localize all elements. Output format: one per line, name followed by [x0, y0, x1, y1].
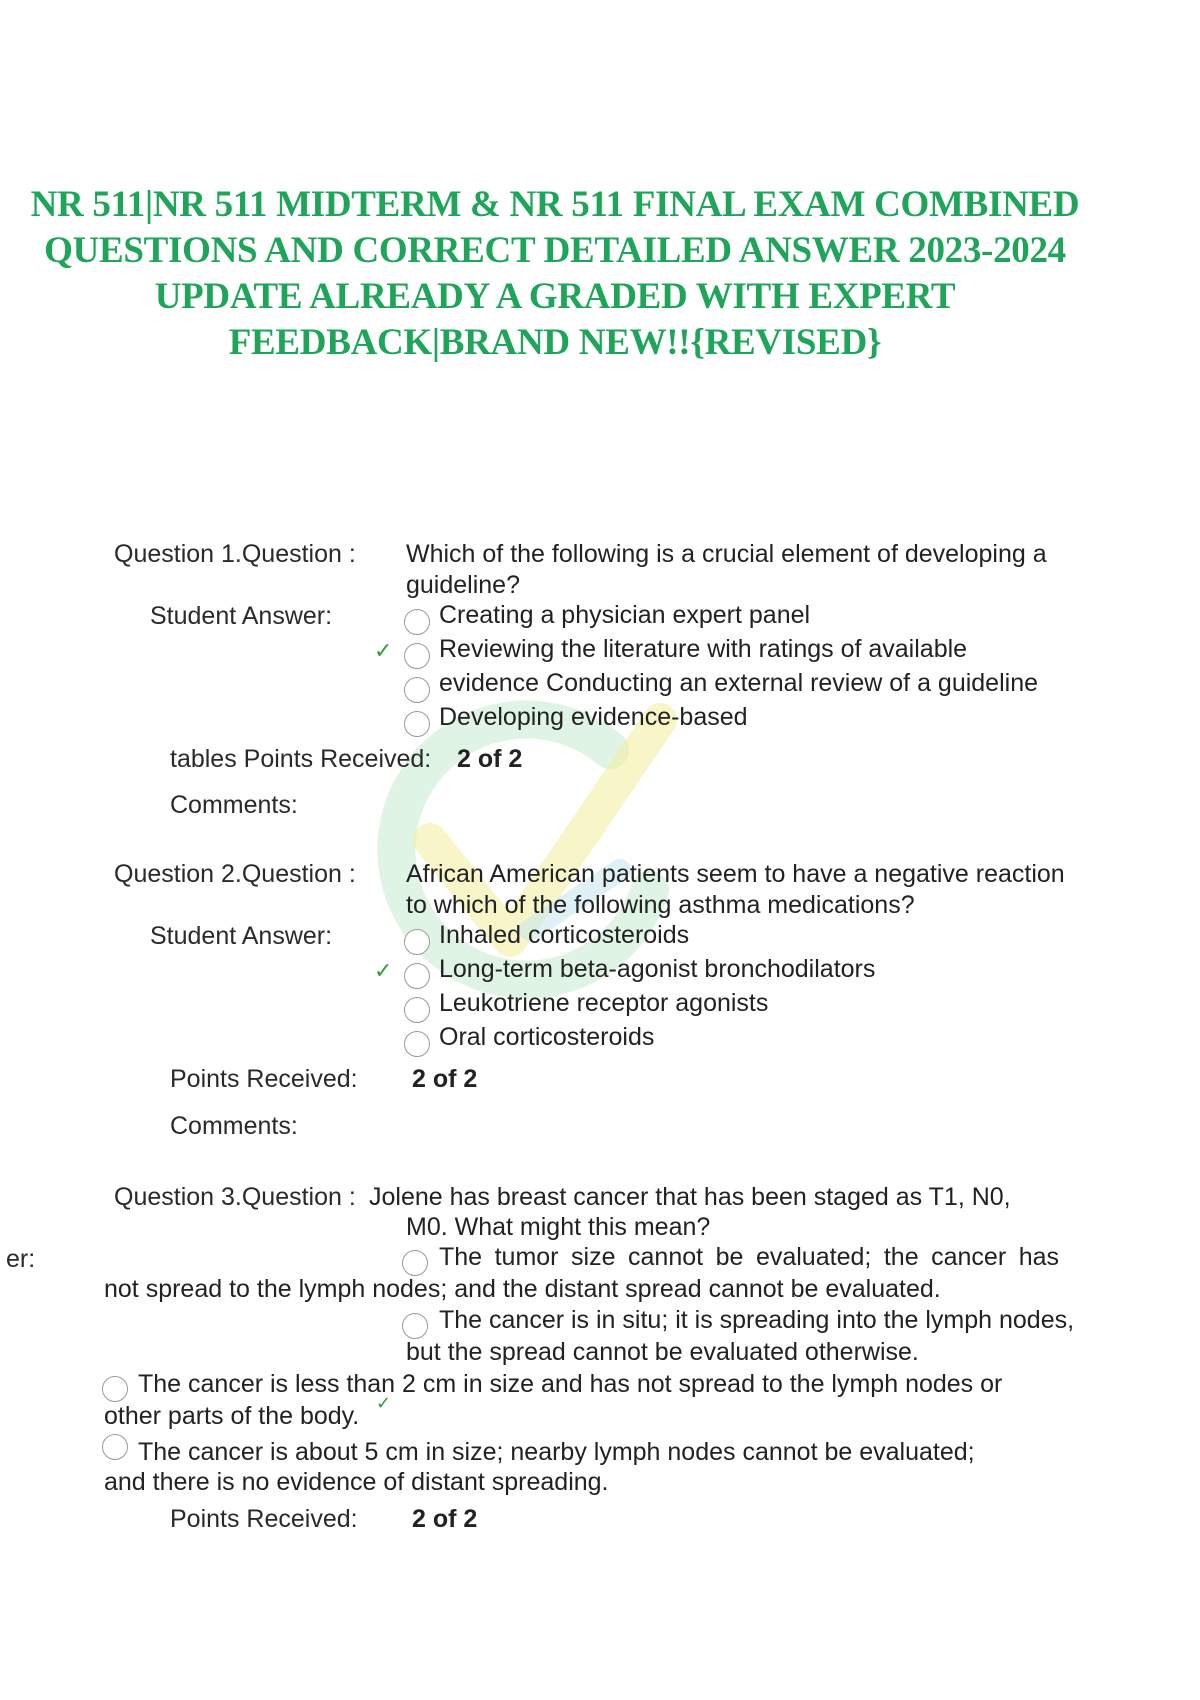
student-answer-label: Student Answer:: [150, 602, 333, 630]
student-answer-label: Student Answer:: [150, 922, 333, 950]
question-1-text: Which of the following is a crucial element of developing a: [406, 540, 1047, 568]
radio-circle-icon[interactable]: [102, 1376, 128, 1402]
checkmark-icon: ✓: [374, 638, 393, 663]
points-received-value: 2 of 2: [412, 1065, 478, 1093]
radio-circle-icon[interactable]: [402, 1313, 428, 1339]
radio-circle-icon[interactable]: [404, 609, 430, 635]
points-received-label: Points Received:: [170, 1065, 358, 1093]
answer-option: Creating a physician expert panel: [439, 601, 811, 629]
answer-option: Inhaled corticosteroids: [439, 921, 690, 949]
comments-label: Comments:: [170, 791, 298, 819]
title-line: FEEDBACK|BRAND NEW!!{REVISED}: [228, 322, 882, 363]
answer-option-continued: not spread to the lymph nodes; and the distant spread cannot be evaluated.: [104, 1275, 941, 1303]
points-received-label: Points Received:: [170, 1505, 358, 1533]
answer-option-continued: and there is no evidence of distant spreading.: [104, 1468, 609, 1496]
question-3-text: M0. What might this mean?: [406, 1213, 711, 1241]
title-line: UPDATE ALREADY A GRADED WITH EXPERT: [154, 276, 956, 317]
answer-option: Oral corticosteroids: [439, 1023, 655, 1051]
answer-option: evidence Conducting an external review of a guideline: [439, 669, 1038, 697]
points-received-value: 2 of 2: [412, 1505, 478, 1533]
comments-label: Comments:: [170, 1112, 298, 1140]
answer-option-continued: but the spread cannot be evaluated otherwise.: [406, 1338, 919, 1366]
radio-circle-icon[interactable]: [404, 677, 430, 703]
question-2-text: to which of the following asthma medications?: [406, 891, 915, 919]
radio-circle-icon[interactable]: [404, 711, 430, 737]
radio-circle-icon[interactable]: [404, 929, 430, 955]
question-1-label: Question 1.Question :: [114, 540, 356, 568]
answer-option: Developing evidence-based: [439, 703, 748, 731]
radio-circle-icon[interactable]: [404, 997, 430, 1023]
answer-option: The cancer is in situ; it is spreading into the lymph nodes,: [439, 1306, 1075, 1334]
answer-option: Leukotriene receptor agonists: [439, 989, 769, 1017]
title-line: NR 511|NR 511 MIDTERM & NR 511 FINAL EXAM COMBINED: [30, 184, 1080, 225]
radio-circle-icon[interactable]: [102, 1434, 128, 1460]
radio-circle-icon[interactable]: [404, 1031, 430, 1057]
question-1-text: guideline?: [406, 571, 520, 599]
answer-option: Reviewing the literature with ratings of available: [439, 635, 968, 663]
points-received-value: 2 of 2: [457, 745, 523, 773]
student-answer-label: er:: [6, 1245, 36, 1273]
answer-option: Long-term beta-agonist bronchodilators: [439, 955, 876, 983]
radio-circle-icon[interactable]: [402, 1250, 428, 1276]
answer-option: The tumor size cannot be evaluated; the cancer has: [439, 1243, 1059, 1271]
question-2-text: African American patients seem to have a negative reaction: [406, 860, 1065, 888]
points-received-label: tables Points Received:: [170, 745, 432, 773]
title-line: QUESTIONS AND CORRECT DETAILED ANSWER 2023-2024: [44, 230, 1066, 271]
question-3-text: Jolene has breast cancer that has been staged as T1, N0,: [369, 1183, 1011, 1211]
answer-option: The cancer is less than 2 cm in size and has not spread to the lymph nodes or: [138, 1370, 1003, 1398]
answer-option: The cancer is about 5 cm in size; nearby lymph nodes cannot be evaluated;: [138, 1438, 975, 1466]
checkmark-icon: ✓: [374, 958, 393, 983]
question-2-label: Question 2.Question :: [114, 860, 356, 888]
question-3-label: Question 3.Question :: [114, 1183, 356, 1211]
answer-option-continued: other parts of the body.: [104, 1402, 360, 1430]
checkmark-icon: ✓: [376, 1393, 392, 1413]
document-title: [20, 182, 1090, 366]
radio-circle-icon[interactable]: [404, 643, 430, 669]
radio-circle-icon[interactable]: [404, 963, 430, 989]
